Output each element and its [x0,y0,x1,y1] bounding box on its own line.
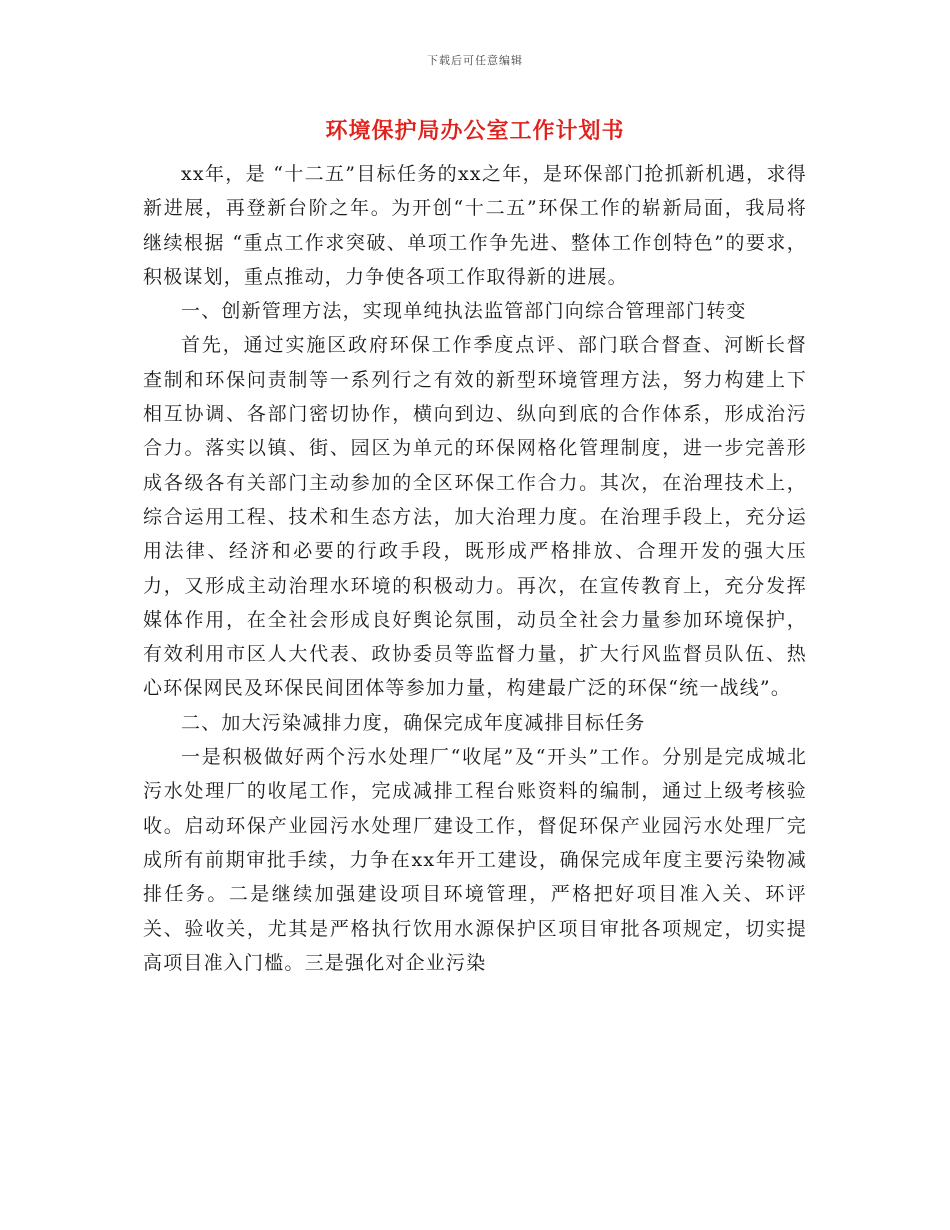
paragraph-section-1: 首先，通过实施区政府环保工作季度点评、部门联合督查、河断长督查制和环保问责制等一系列行之有效的新型环境管理方法，努力构建上下相互协调、各部门密切协作，横向到边、纵向到底的合作体系，形成治污合力。落实以镇、街、园区为单元的环保网格化管理制度，进一步完善形成各级各有关部门主动参加的全区环保工作合力。其次，在治理技术上，综合运用工程、技术和生态方法，加大治理力度。在治理手段上，充分运用法律、经济和必要的行政手段，既形成严格排放、合理开发的强大压力，又形成主动治理水环境的积极动力。再次，在宣传教育上，充分发挥媒体作用，在全社会形成良好舆论氛围，动员全社会力量参加环境保护，有效利用市区人大代表、政协委员等监督力量，扩大行风监督员队伍、热心环保网民及环保民间团体等参加力量，构建最广泛的环保“统一战线”。 [143,334,807,700]
section-heading-1: 一、创新管理方法，实现单纯执法监管部门向综合管理部门转变 [181,300,747,323]
section-heading-2: 二、加大污染减排力度，确保完成年度减排目标任务 [181,711,646,734]
document-title: 环境保护局办公室工作计划书 [325,118,625,144]
document-body [143,157,807,980]
paragraph-intro: xx年，是 “十二五”目标任务的xx之年，是环保部门抢抓新机遇，求得新进展，再登新台阶之年。为开创“十二五”环保工作的崭新局面，我局将继续根据 “重点工作求突破、单项工作争先进、整体工作创特色”的要求，积极谋划，重点推动，力争使各项工作取得新的进展。 [143,163,807,288]
page-header: 下载后可任意编辑 [427,54,523,67]
paragraph-section-2: 一是积极做好两个污水处理厂“收尾”及“开头”工作。分别是完成城北污水处理厂的收尾工作，完成减排工程台账资料的编制，通过上级考核验收。启动环保产业园污水处理厂建设工作，督促环保产业园污水处理厂完成所有前期审批手续，力争在xx年开工建设，确保完成年度主要污染物减排任务。二是继续加强建设项目环境管理，严格把好项目准入关、环评关、验收关，尤其是严格执行饮用水源保护区项目审批各项规定，切实提高项目准入门槛。三是强化对企业污染 [143,746,807,974]
